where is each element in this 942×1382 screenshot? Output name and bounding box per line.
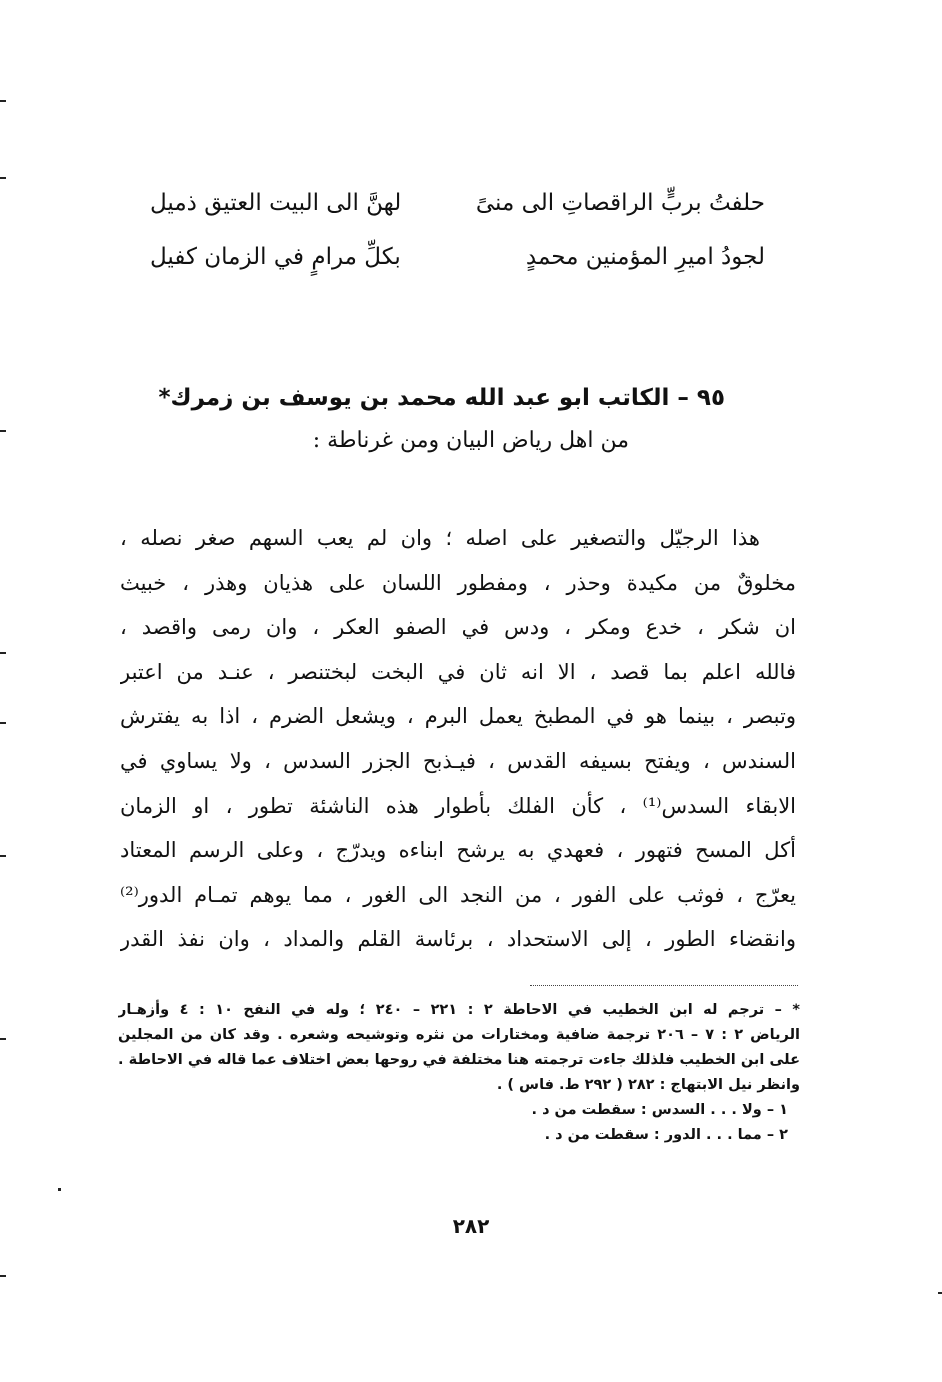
left-margin-mark — [0, 1038, 6, 1040]
body-line: ان شكر ، خدع ومكر ، ودس في الصفو العكر ، وان رمى واقصد ، — [120, 615, 796, 640]
verse-block — [150, 176, 765, 284]
verse-line — [150, 230, 765, 284]
body-line: هذا الرجيّل والتصغير على اصله ؛ وان لم يعب السهم صغر نصله ، — [120, 526, 760, 550]
footnote-line: على ابن الخطيب فلذلك جاءت ترجمته هنا مختلفة في روحها بعض اختلاف عما قاله في الاحاطة . — [118, 1052, 800, 1068]
footnotes — [118, 998, 800, 1148]
body-line: السندس ، ويفتح بسيفه القدس ، فيـذبح الجزر السدس ، ولا يساوي في — [120, 748, 796, 773]
verse-line — [150, 176, 765, 230]
verse-second-hemistich: بكلِّ مرامٍ في الزمان كفيل — [150, 244, 401, 270]
footnote-item: ١ – ولا . . . السدس : سقطت من د . — [531, 1102, 788, 1118]
left-margin-mark — [0, 722, 6, 724]
body-line: مخلوقٌ من مكيدة وحذر ، ومفطور اللسان على هذيان وهذر ، خبيث — [120, 570, 796, 595]
left-margin-mark — [0, 855, 6, 857]
left-margin-mark — [0, 652, 6, 654]
body-line: وانقضاء الطور ، إلى الاستحداد ، برئاسة القلم والمداد ، وان نفذ القدر — [120, 927, 796, 952]
left-margin-mark — [0, 177, 6, 179]
footnote-separator — [530, 985, 798, 986]
left-margin-mark — [0, 100, 6, 102]
body-line: أكل المسح فتهور ، فعهدي به يرشح ابناءه ويدرّج ، وعلى الرسم المعتاد — [120, 838, 796, 863]
body-paragraph — [120, 516, 796, 962]
body-line: يعرّج ، فوثب على الفور ، من النجد الى الغور ، مما يوهم تمـام الدور⁽²⁾ — [120, 882, 796, 907]
page-number: ٢٨٢ — [452, 1214, 490, 1238]
verse-first-hemistich: حلفتُ بربٍّ الراقصاتِ الى منىً — [475, 190, 765, 216]
verse-second-hemistich: لهنَّ الى البيت العتيق ذميل — [150, 190, 402, 216]
verse-first-hemistich: لجودُ اميرِ المؤمنين محمدٍ — [525, 244, 765, 270]
footnote-item: ٢ – مما . . . الدور : سقطت من د . — [544, 1127, 788, 1143]
entry-heading — [150, 376, 725, 462]
left-margin-mark — [0, 1275, 6, 1277]
entry-subtitle: من اهل رياض البيان ومن غرناطة : — [312, 428, 629, 453]
left-margin-mark — [58, 1188, 61, 1191]
footnote-line: وانظر نيل الابتهاج : ٢٨٢ ( ٢٩٢ ط. فاس ) . — [496, 1077, 800, 1093]
footnote-line: * – ترجم له ابن الخطيب في الاحاطة ٢ : ٢٢١ – ٢٤٠ ؛ وله في النفح ١٠ : ٤ وأزهـار — [118, 1002, 800, 1018]
body-line: الابقاء السدس⁽¹⁾ ، كأن الفلك بأطوار هذه الناشئة تطور ، او الزمان — [120, 793, 796, 818]
body-line: فالله اعلم بما قصد ، الا انه ثان في البخت لبختنصر ، عنـد من اعتبر — [120, 659, 796, 684]
right-margin-mark — [938, 1292, 942, 1294]
body-line: وتبصر ، بينما هو في المطبخ يعمل البرم ، ويشعل الضرم ، اذا به يفترش — [120, 704, 796, 729]
footnote-line: الرياض ٢ : ٧ – ٢٠٦ ترجمة ضافية ومختارات من نثره وتوشيحه وشعره . وقد كان من المجلين — [118, 1027, 800, 1043]
left-margin-mark — [0, 430, 6, 432]
entry-title: ٩٥ – الكاتب ابو عبد الله محمد بن يوسف بن زمرك* — [158, 385, 725, 411]
